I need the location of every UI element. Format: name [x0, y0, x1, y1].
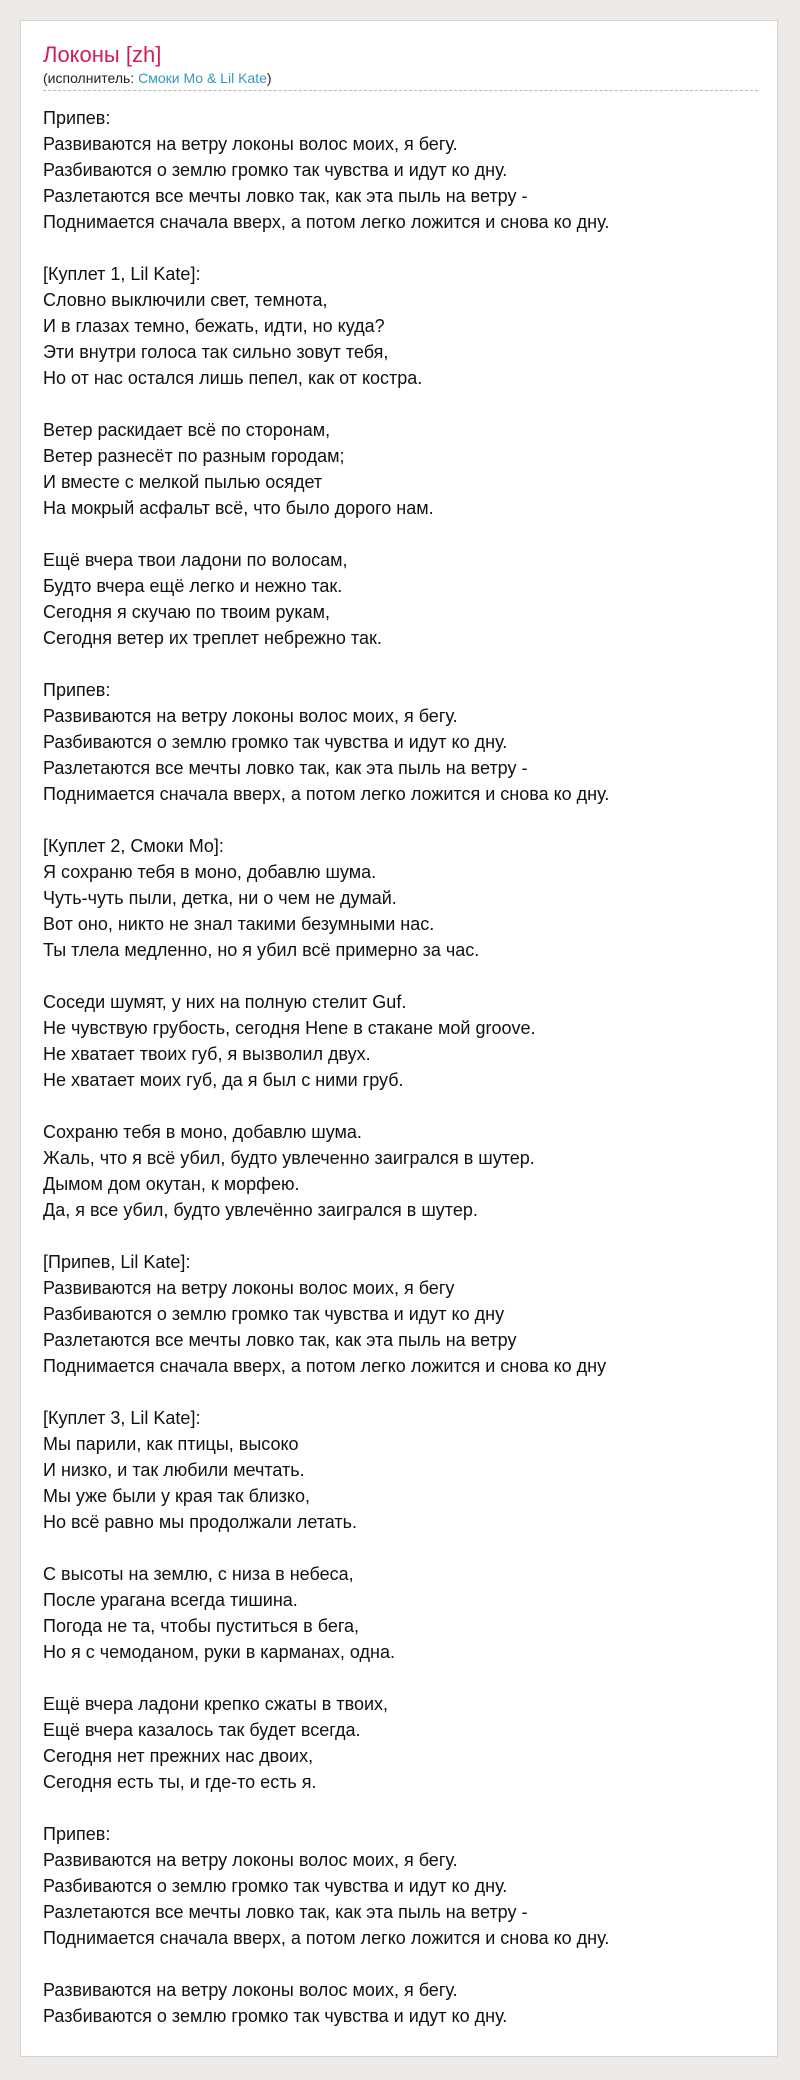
lyric-line: Вот оно, никто не знал такими безумными нас. [43, 914, 435, 934]
lyric-line: Сегодня ветер их треплет небрежно так. [43, 628, 382, 648]
lyric-line: Разбиваются о землю громко так чувства и идут ко дну. [43, 1876, 508, 1896]
lyric-line: Будто вчера ещё легко и нежно так. [43, 576, 343, 596]
lyric-line: [Куплет 3, Lil Kate]: [43, 1408, 201, 1428]
lyric-line: Жаль, что я всё убил, будто увлеченно заигрался в шутер. [43, 1148, 535, 1168]
lyrics-stanza [43, 417, 763, 521]
lyrics-stanza [43, 1249, 763, 1379]
lyric-line: Сегодня есть ты, и где-то есть я. [43, 1772, 317, 1792]
song-title: Локоны [zh] [43, 42, 162, 67]
byline-prefix: (исполнитель: [43, 70, 139, 86]
lyric-line: Ты тлела медленно, но я убил всё примерно за час. [43, 940, 480, 960]
artist-link[interactable]: Смоки Мо & Lil Kate [138, 70, 267, 86]
lyric-line: Разлетаются все мечты ловко так, как эта пыль на ветру [43, 1330, 517, 1350]
lyric-line: Разлетаются все мечты ловко так, как эта пыль на ветру - [43, 758, 528, 778]
byline-suffix: ) [266, 70, 272, 86]
lyrics-stanza [43, 1977, 763, 2029]
lyric-line: И в глазах темно, бежать, идти, но куда? [43, 316, 385, 336]
lyric-line: Припев: [43, 108, 111, 128]
lyric-line: Разбиваются о землю громко так чувства и идут ко дну. [43, 2006, 508, 2026]
lyric-line: И вместе с мелкой пылью осядет [43, 472, 323, 492]
lyric-line: Сохраню тебя в моно, добавлю шума. [43, 1122, 362, 1142]
lyric-line: Но всё равно мы продолжали летать. [43, 1512, 358, 1532]
lyrics-stanza [43, 547, 763, 651]
lyric-line: Не хватает твоих губ, я вызволил двух. [43, 1044, 371, 1064]
lyric-line: Ещё вчера ладони крепко сжаты в твоих, [43, 1694, 389, 1714]
lyric-line: Я сохраню тебя в моно, добавлю шума. [43, 862, 377, 882]
lyric-line: Сегодня я скучаю по твоим рукам, [43, 602, 330, 622]
lyric-line: Сегодня нет прежних нас двоих, [43, 1746, 314, 1766]
lyric-line: Развиваются на ветру локоны волос моих, я бегу. [43, 134, 458, 154]
lyrics-text [43, 105, 763, 2055]
lyric-line: Разбиваются о землю громко так чувства и идут ко дну. [43, 160, 508, 180]
lyric-line: Поднимается сначала вверх, а потом легко ложится и снова ко дну [43, 1356, 607, 1376]
lyric-line: [Куплет 1, Lil Kate]: [43, 264, 201, 284]
lyric-line: Чуть-чуть пыли, детка, ни о чем не думай. [43, 888, 397, 908]
lyric-line: Не чувствую грубость, сегодня Неnе в стакане мой groove. [43, 1018, 536, 1038]
lyrics-stanza [43, 677, 763, 807]
lyric-line: Соседи шумят, у них на полную стелит Guf. [43, 992, 407, 1012]
lyric-line: Да, я все убил, будто увлечённо заигрался в шутер. [43, 1200, 478, 1220]
lyric-line: И низко, и так любили мечтать. [43, 1460, 305, 1480]
lyrics-stanza [43, 105, 763, 235]
lyric-line: [Припев, Lil Kate]: [43, 1252, 191, 1272]
lyrics-card [20, 20, 778, 2057]
lyric-line: Поднимается сначала вверх, а потом легко ложится и снова ко дну. [43, 1928, 610, 1948]
song-header [43, 41, 758, 91]
lyric-line: Мы парили, как птицы, высоко [43, 1434, 299, 1454]
lyric-line: Но от нас остался лишь пепел, как от костра. [43, 368, 423, 388]
lyric-line: Развиваются на ветру локоны волос моих, я бегу [43, 1278, 455, 1298]
lyric-line: На мокрый асфальт всё, что было дорого нам. [43, 498, 434, 518]
lyric-line: Припев: [43, 1824, 111, 1844]
lyrics-stanza [43, 1691, 763, 1795]
lyrics-stanza [43, 1405, 763, 1535]
lyric-line: Разбиваются о землю громко так чувства и идут ко дну. [43, 732, 508, 752]
lyrics-stanza [43, 989, 763, 1093]
lyric-line: Припев: [43, 680, 111, 700]
lyric-line: Дымом дом окутан, к морфею. [43, 1174, 300, 1194]
lyric-line: Но я с чемоданом, руки в карманах, одна. [43, 1642, 395, 1662]
lyric-line: Эти внутри голоса так сильно зовут тебя, [43, 342, 389, 362]
lyric-line: Разлетаются все мечты ловко так, как эта пыль на ветру - [43, 186, 528, 206]
lyrics-stanza [43, 833, 763, 963]
lyrics-stanza [43, 1821, 763, 1951]
lyric-line: После урагана всегда тишина. [43, 1590, 298, 1610]
lyric-line: Разбиваются о землю громко так чувства и идут ко дну [43, 1304, 505, 1324]
lyric-line: Ещё вчера твои ладони по волосам, [43, 550, 348, 570]
artist-byline [43, 69, 758, 87]
lyric-line: Развиваются на ветру локоны волос моих, я бегу. [43, 1850, 458, 1870]
lyric-line: Ещё вчера казалось так будет всегда. [43, 1720, 361, 1740]
lyric-line: Словно выключили свет, темнота, [43, 290, 328, 310]
lyric-line: С высоты на землю, с низа в небеса, [43, 1564, 354, 1584]
lyrics-stanza [43, 261, 763, 391]
lyric-line: Не хватает моих губ, да я был с ними груб. [43, 1070, 404, 1090]
lyric-line: Разлетаются все мечты ловко так, как эта пыль на ветру - [43, 1902, 528, 1922]
lyric-line: Ветер раскидает всё по сторонам, [43, 420, 331, 440]
lyric-line: Ветер разнесёт по разным городам; [43, 446, 345, 466]
lyric-line: Поднимается сначала вверх, а потом легко ложится и снова ко дну. [43, 784, 610, 804]
lyrics-stanza [43, 1561, 763, 1665]
lyric-line: [Куплет 2, Смоки Мо]: [43, 836, 224, 856]
lyric-line: Поднимается сначала вверх, а потом легко ложится и снова ко дну. [43, 212, 610, 232]
lyrics-stanza [43, 1119, 763, 1223]
lyric-line: Развиваются на ветру локоны волос моих, я бегу. [43, 706, 458, 726]
lyric-line: Развиваются на ветру локоны волос моих, я бегу. [43, 1980, 458, 2000]
lyric-line: Мы уже были у края так близко, [43, 1486, 310, 1506]
lyric-line: Погода не та, чтобы пуститься в бега, [43, 1616, 360, 1636]
